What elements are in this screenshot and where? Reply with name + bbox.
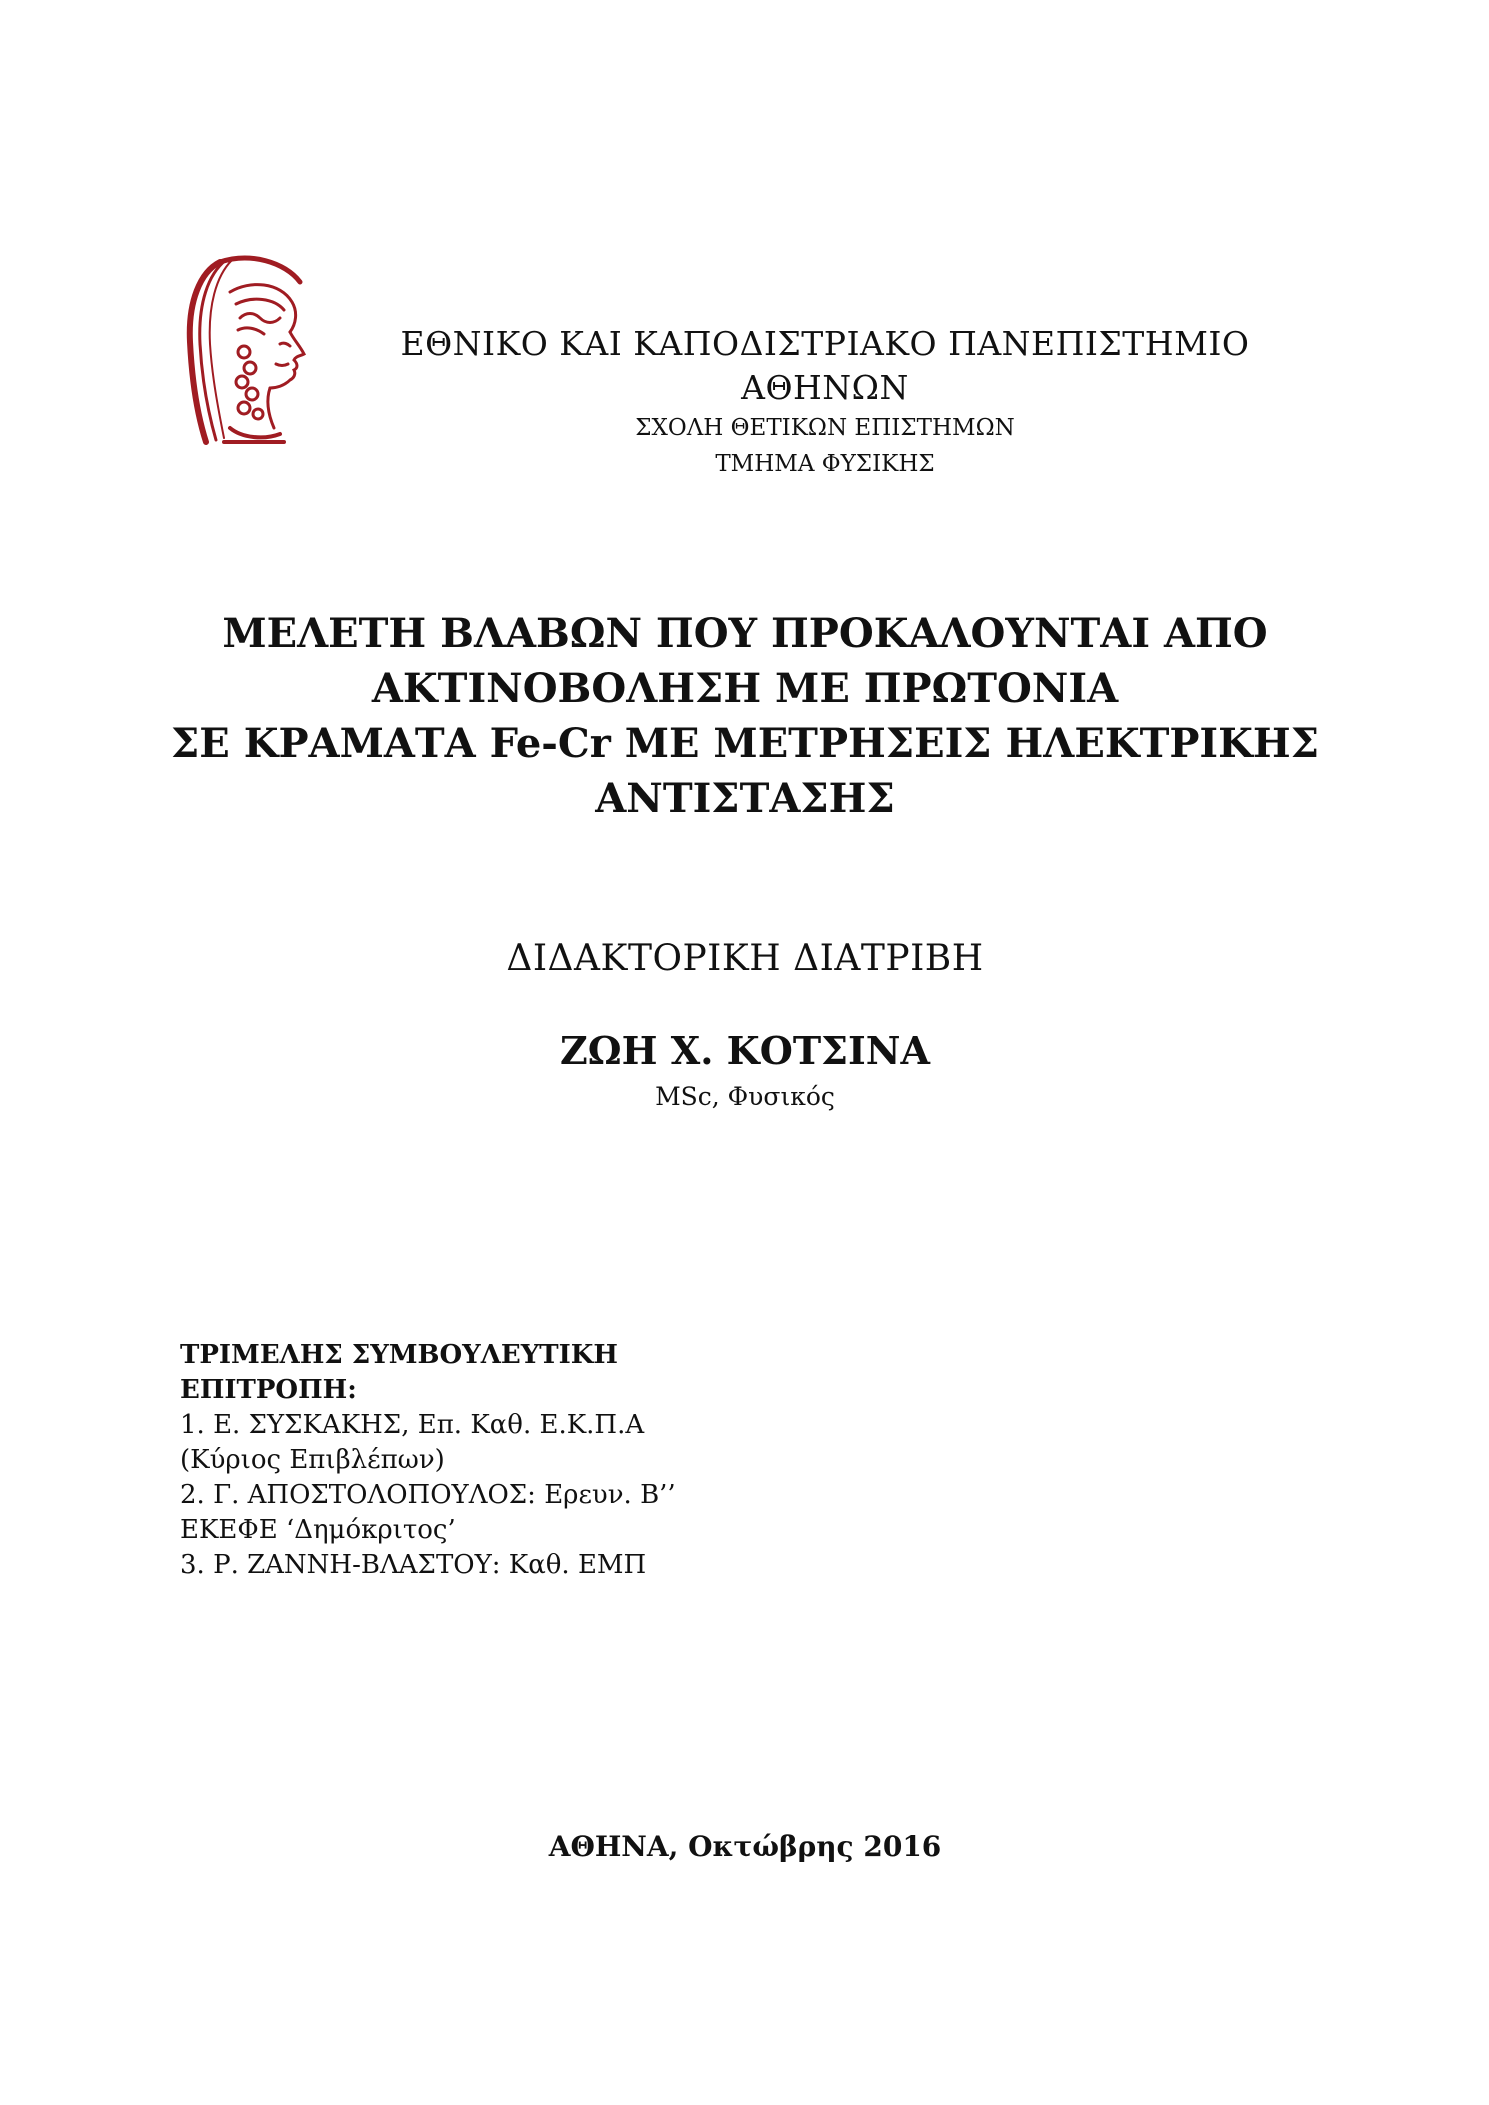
committee-member-line: 3. Ρ. ΖΑΝΝΗ-ΒΛΑΣΤΟΥ: Καθ. ΕΜΠ [180, 1550, 647, 1580]
title-line: ΑΝΤΙΣΤΑΣΗΣ [595, 775, 895, 822]
committee-heading: ΤΡΙΜΕΛΗΣ ΣΥΜΒΟΥΛΕΥΤΙΚΗ [180, 1340, 618, 1370]
thesis-title [150, 606, 1340, 826]
committee-member-line: (Κύριος Επιβλέπων) [180, 1445, 445, 1475]
title-line: ΜΕΛΕΤΗ ΒΛΑΒΩΝ ΠΟΥ ΠΡΟΚΑΛΟΥΝΤΑΙ ΑΠΟ [222, 610, 1268, 657]
committee-heading: ΕΠΙΤΡΟΠΗ: [180, 1375, 357, 1405]
committee-member-line: 1. Ε. ΣΥΣΚΑΚΗΣ, Επ. Καθ. Ε.Κ.Π.Α [180, 1410, 645, 1440]
school-name: ΣΧΟΛΗ ΘΕΤΙΚΩΝ ΕΠΙΣΤΗΜΩΝ [635, 415, 1015, 441]
committee-member-line: 2. Γ. ΑΠΟΣΤΟΛΟΠΟΥΛΟΣ: Ερευν. Β’’ [180, 1480, 676, 1510]
place-and-date: ΑΘΗΝΑ, Οκτώβρης 2016 [548, 1830, 942, 1863]
committee-member-line: ΕΚΕΦΕ ‘Δημόκριτος’ [180, 1515, 456, 1545]
document-type: ΔΙΔΑΚΤΟΡΙΚΗ ΔΙΑΤΡΙΒΗ [506, 938, 984, 979]
title-line: ΑΚΤΙΝΟΒΟΛΗΣΗ ΜΕ ΠΡΩΤΟΝΙΑ [371, 665, 1119, 712]
department-name: ΤΜΗΜΑ ΦΥΣΙΚΗΣ [715, 451, 935, 477]
advisory-committee [180, 1338, 780, 1583]
author-degree: MSc, Φυσικός [655, 1082, 835, 1111]
title-line: ΣΕ ΚΡΑΜΑΤΑ Fe-Cr ΜΕ ΜΕΤΡΗΣΕΙΣ ΗΛΕΚΤΡΙΚΗΣ [171, 720, 1319, 767]
university-logo [180, 252, 314, 448]
athena-head-icon [180, 252, 314, 448]
university-header [360, 322, 1290, 482]
author-name: ΖΩΗ Χ. ΚΟΤΣΙΝΑ [560, 1028, 930, 1073]
university-name: ΕΘΝΙΚΟ ΚΑΙ ΚΑΠΟΔΙΣΤΡΙΑΚΟ ΠΑΝΕΠΙΣΤΗΜΙΟ ΑΘΗΝΩΝ [400, 324, 1250, 407]
